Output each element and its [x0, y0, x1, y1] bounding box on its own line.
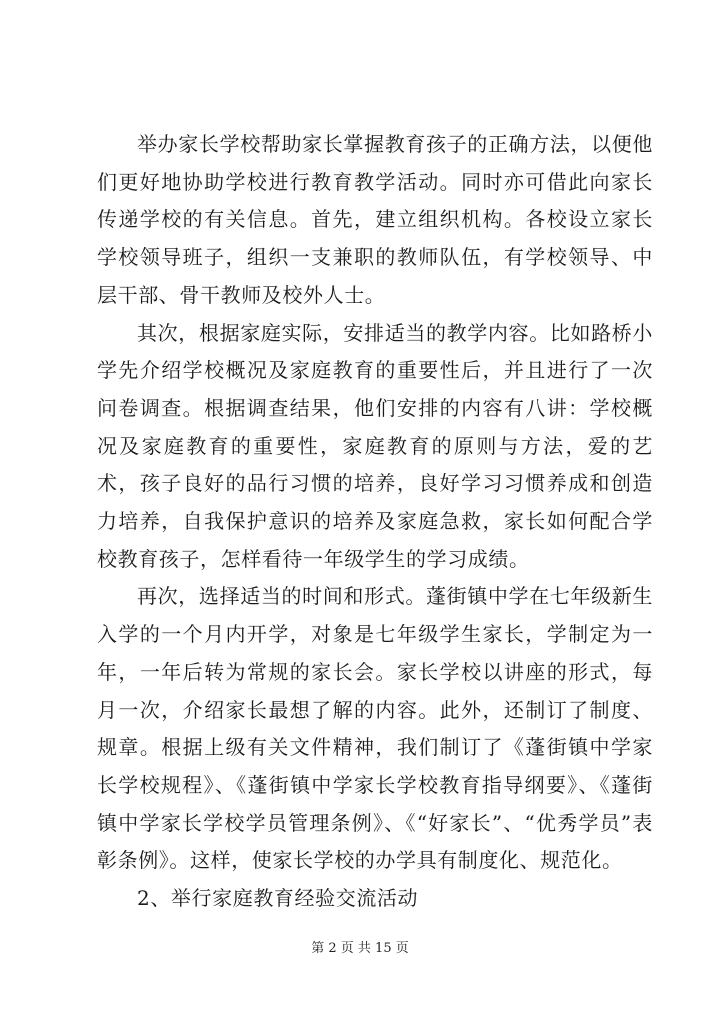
paragraph-3: 再次，选择适当的时间和形式。蓬街镇中学在七年级新生入学的一个月内开学，对象是七年级学生家长，学制定为一年，一年后转为常规的家长会。家长学校以讲座的形式，每月一次，介绍家长最想了解的内容。此外，还制订了制度、规章。根据上级有关文件精神，我们制订了《蓬街镇中学家长学校规程》、《蓬街镇中学家长学校教育指导纲要》、《蓬街镇中学家长学校学员管理条例》、《“好家长”、“优秀学员”表彰条例》。这样，使家长学校的办学具有制度化、规范化。 — [97, 584, 653, 873]
document-body — [97, 126, 653, 918]
paragraph-1: 举办家长学校帮助家长掌握教育孩子的正确方法，以便他们更好地协助学校进行教育教学活动。同时亦可借此向家长传递学校的有关信息。首先，建立组织机构。各校设立家长学校领导班子，组织一支兼职的教师队伍，有学校领导、中层干部、骨干教师及校外人士。 — [97, 132, 653, 307]
section-heading: 2、举行家庭教育经验交流活动 — [137, 886, 419, 911]
page-footer: 第 2 页 共 15 页 — [311, 941, 409, 956]
paragraph-2: 其次，根据家庭实际，安排适当的教学内容。比如路桥小学先介绍学校概况及家庭教育的重要性后，并且进行了一次问卷调查。根据调查结果，他们安排的内容有八讲：学校概况及家庭教育的重要性，家庭教育的原则与方法，爱的艺术，孩子良好的品行习惯的培养，良好学习习惯养成和创造力培养，自我保护意识的培养及家庭急救，家长如何配合学校教育孩子，怎样看待一年级学生的学习成绩。 — [97, 320, 653, 571]
